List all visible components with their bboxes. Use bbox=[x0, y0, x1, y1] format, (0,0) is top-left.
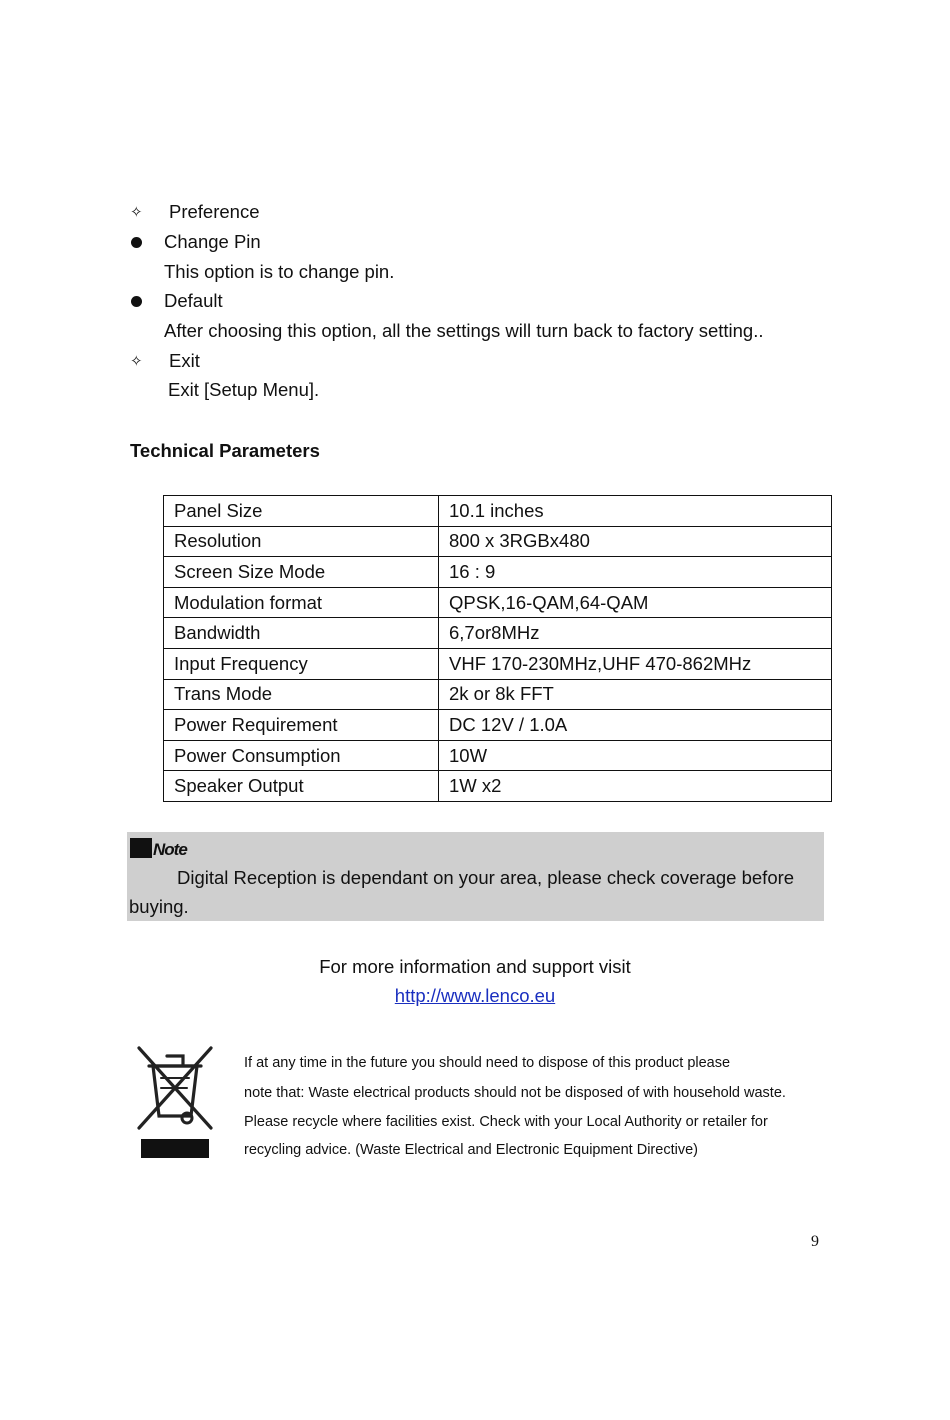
parameter-value-cell: 6,7or8MHz bbox=[439, 618, 832, 649]
change-pin-description: This option is to change pin. bbox=[164, 261, 395, 282]
parameter-name-cell: Resolution bbox=[164, 526, 439, 557]
support-link[interactable]: http://www.lenco.eu bbox=[394, 985, 556, 1006]
default-bullet-icon bbox=[131, 296, 142, 307]
table-row bbox=[164, 496, 832, 527]
default-description: After choosing this option, all the settings will turn back to factory setting.. bbox=[164, 320, 764, 341]
table-row bbox=[164, 679, 832, 710]
table-row bbox=[164, 648, 832, 679]
weee-line-2: note that: Waste electrical products should not be disposed of with household waste. bbox=[244, 1085, 786, 1101]
table-row bbox=[164, 771, 832, 802]
change-pin-bullet-icon bbox=[131, 237, 142, 248]
note-label: Note bbox=[153, 840, 187, 859]
parameter-value-cell: 2k or 8k FFT bbox=[439, 679, 832, 710]
table-row bbox=[164, 618, 832, 649]
default-heading: Default bbox=[164, 290, 223, 311]
parameter-name-cell: Speaker Output bbox=[164, 771, 439, 802]
change-pin-heading: Change Pin bbox=[164, 231, 261, 252]
parameter-value-cell: DC 12V / 1.0A bbox=[439, 710, 832, 741]
note-square-icon bbox=[130, 838, 152, 858]
parameter-name-cell: Trans Mode bbox=[164, 679, 439, 710]
parameter-value-cell: 800 x 3RGBx480 bbox=[439, 526, 832, 557]
parameter-name-cell: Power Requirement bbox=[164, 710, 439, 741]
support-link-row bbox=[0, 985, 950, 1007]
weee-line-3: Please recycle where facilities exist. Check with your Local Authority or retailer for bbox=[244, 1114, 768, 1130]
note-text-line2: buying. bbox=[129, 896, 189, 917]
parameter-value-cell: QPSK,16-QAM,64-QAM bbox=[439, 587, 832, 618]
page-number: 9 bbox=[811, 1233, 819, 1250]
support-text: For more information and support visit bbox=[319, 956, 631, 977]
technical-parameters-heading: Technical Parameters bbox=[130, 440, 320, 461]
weee-line-1: If at any time in the future you should need to dispose of this product please bbox=[244, 1055, 731, 1071]
preference-heading: Preference bbox=[169, 201, 260, 222]
preference-bullet-icon: ✧ bbox=[130, 203, 143, 221]
technical-parameters-table bbox=[163, 495, 832, 802]
crossed-out-wheelie-bin-icon bbox=[131, 1044, 219, 1162]
parameter-value-cell: 1W x2 bbox=[439, 771, 832, 802]
table-row bbox=[164, 526, 832, 557]
exit-description: Exit [Setup Menu]. bbox=[168, 379, 320, 400]
parameter-value-cell: 16 : 9 bbox=[439, 557, 832, 588]
parameter-name-cell: Screen Size Mode bbox=[164, 557, 439, 588]
parameter-name-cell: Bandwidth bbox=[164, 618, 439, 649]
table-row bbox=[164, 587, 832, 618]
exit-heading: Exit bbox=[169, 350, 200, 371]
parameter-value-cell: 10.1 inches bbox=[439, 496, 832, 527]
exit-bullet-icon: ✧ bbox=[130, 352, 143, 370]
parameter-name-cell: Modulation format bbox=[164, 587, 439, 618]
table-row bbox=[164, 557, 832, 588]
parameter-value-cell: 10W bbox=[439, 740, 832, 771]
parameter-value-cell: VHF 170-230MHz,UHF 470-862MHz bbox=[439, 648, 832, 679]
parameter-name-cell: Input Frequency bbox=[164, 648, 439, 679]
parameter-name-cell: Power Consumption bbox=[164, 740, 439, 771]
weee-line-4: recycling advice. (Waste Electrical and Electronic Equipment Directive) bbox=[244, 1142, 698, 1158]
parameter-name-cell: Panel Size bbox=[164, 496, 439, 527]
table-row bbox=[164, 740, 832, 771]
table-row bbox=[164, 710, 832, 741]
note-box bbox=[127, 832, 824, 921]
note-text-line1: Digital Reception is dependant on your area, please check coverage before bbox=[177, 867, 795, 888]
